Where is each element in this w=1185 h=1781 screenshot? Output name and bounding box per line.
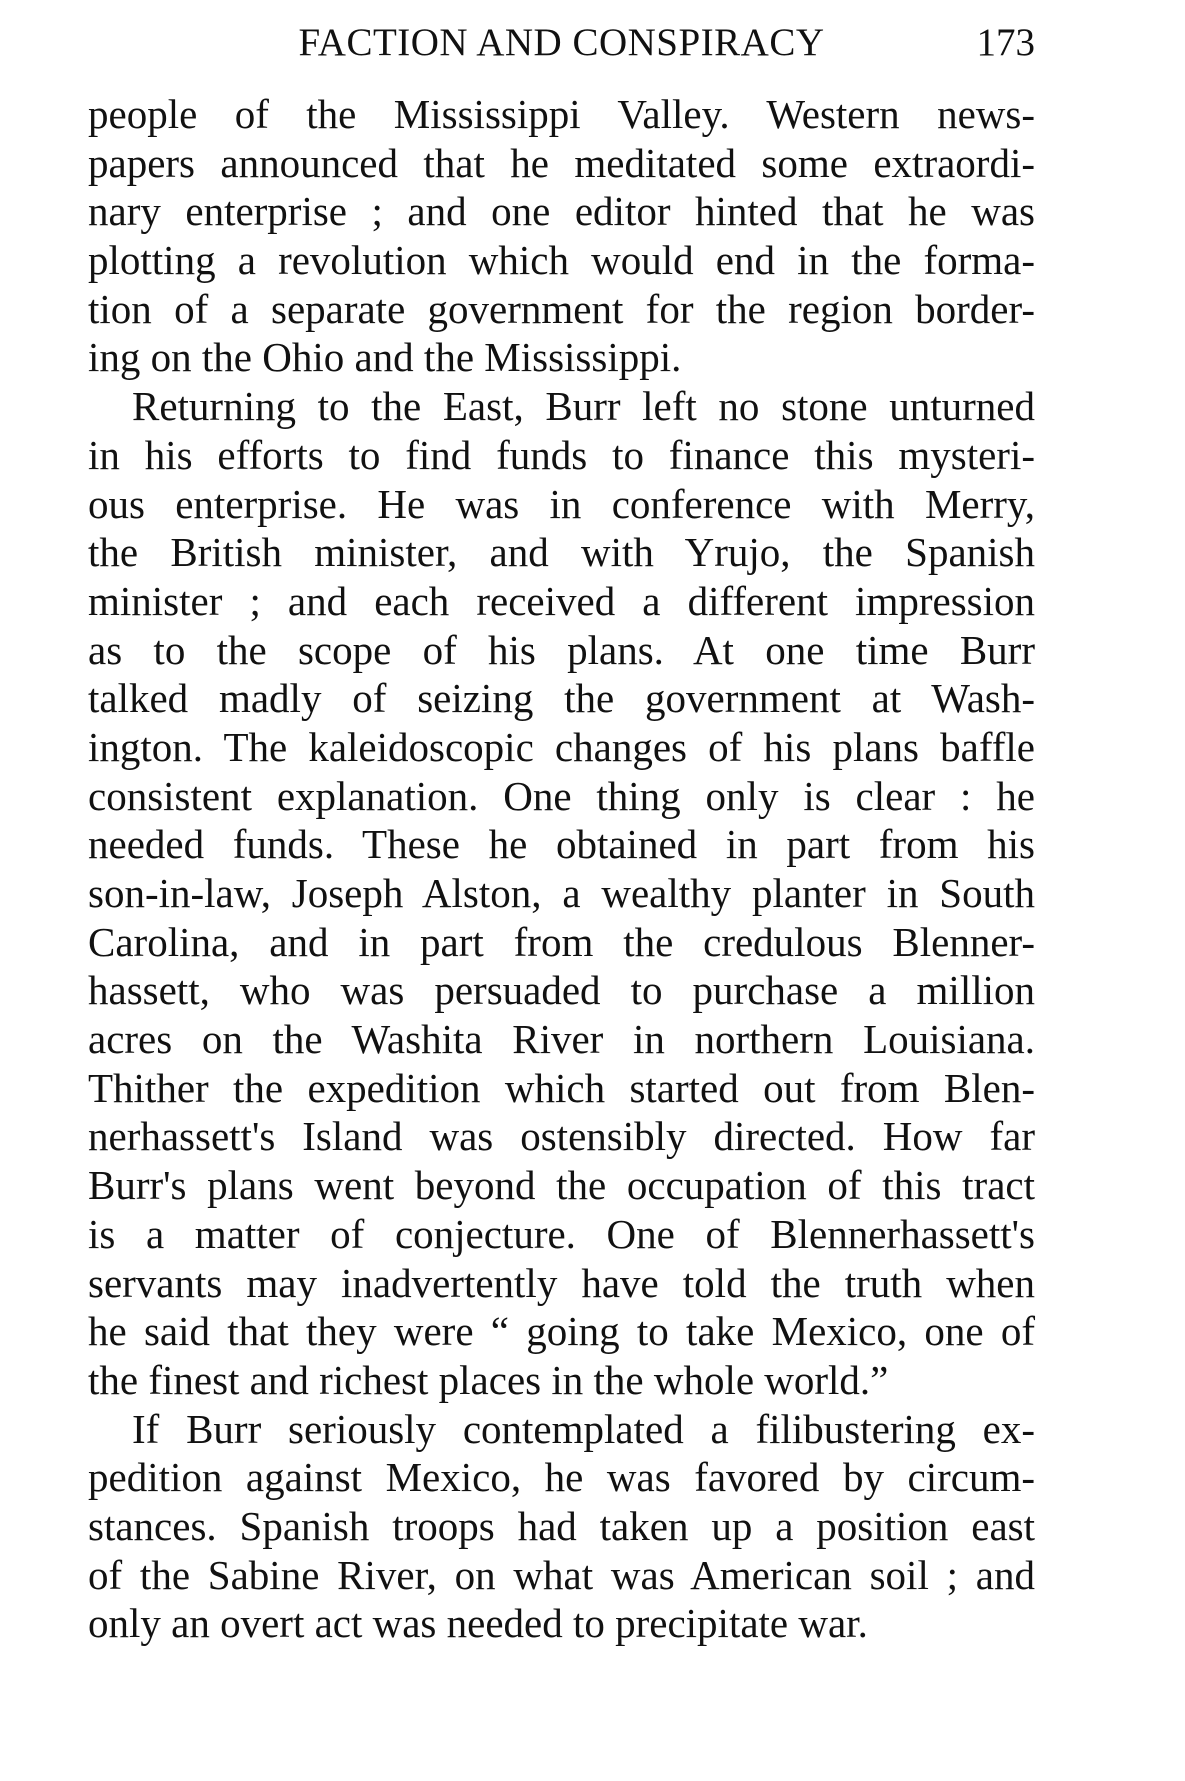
text-line: the finest and richest places in the whole world.” (88, 1356, 889, 1403)
paragraph (88, 1405, 1035, 1648)
text-line: only an overt act was needed to precipitate war. (88, 1600, 868, 1647)
running-head (88, 18, 1035, 68)
page-number: 173 (976, 21, 1035, 64)
text-line: son-in-law, Joseph Alston, a wealthy planter in South (88, 870, 1035, 916)
text-line: of the Sabine River, on what was American soil ; and (88, 1551, 1035, 1598)
text-line: consistent explanation. One thing only is clear : he (88, 772, 1035, 819)
text-line: needed funds. These he obtained in part from his (88, 821, 1035, 868)
paragraph (88, 382, 1035, 1404)
text-line: nerhassett's Island was ostensibly directed. How far (88, 1113, 1035, 1160)
running-title: FACTION AND CONSPIRACY (298, 21, 825, 64)
body-text (88, 90, 1035, 1648)
text-line: nary enterprise ; and one editor hinted that he was (88, 188, 1035, 235)
text-line: acres on the Washita River in northern Louisiana. (88, 1016, 1035, 1063)
text-line: hassett, who was persuaded to purchase a million (88, 967, 1035, 1014)
text-line: people of the Mississippi Valley. Western news- (88, 91, 1035, 137)
text-line: Returning to the East, Burr left no stone unturned (132, 383, 1035, 430)
text-line: tion of a separate government for the region border- (88, 285, 1035, 332)
text-line: minister ; and each received a different impression (88, 577, 1035, 624)
text-line: If Burr seriously contemplated a filibustering ex- (132, 1405, 1035, 1452)
paragraph (88, 90, 1035, 382)
text-line: pedition against Mexico, he was favored by circum- (88, 1454, 1035, 1501)
text-line: servants may inadvertently have told the truth when (88, 1259, 1035, 1306)
text-line: ington. The kaleidoscopic changes of his plans baffle (88, 723, 1035, 770)
text-line: Carolina, and in part from the credulous Blenner- (88, 918, 1035, 965)
text-line: the British minister, and with Yrujo, the Spanish (88, 529, 1035, 576)
text-line: ing on the Ohio and the Mississippi. (88, 334, 682, 381)
text-line: papers announced that he meditated some extraordi- (88, 139, 1035, 186)
text-line: is a matter of conjecture. One of Blennerhassett's (88, 1210, 1035, 1257)
text-line: as to the scope of his plans. At one time Burr (88, 626, 1035, 673)
text-line: talked madly of seizing the government at Wash- (88, 675, 1035, 722)
text-line: ous enterprise. He was in conference with Merry, (88, 480, 1035, 527)
text-line: Burr's plans went beyond the occupation of this tract (88, 1162, 1035, 1209)
text-line: stances. Spanish troops had taken up a position east (88, 1502, 1035, 1549)
text-line: Thither the expedition which started out from Blen- (88, 1064, 1035, 1111)
text-line: in his efforts to find funds to finance this mysteri- (88, 431, 1035, 478)
text-line: he said that they were “ going to take Mexico, one of (88, 1308, 1035, 1355)
text-line: plotting a revolution which would end in the forma- (88, 237, 1035, 284)
